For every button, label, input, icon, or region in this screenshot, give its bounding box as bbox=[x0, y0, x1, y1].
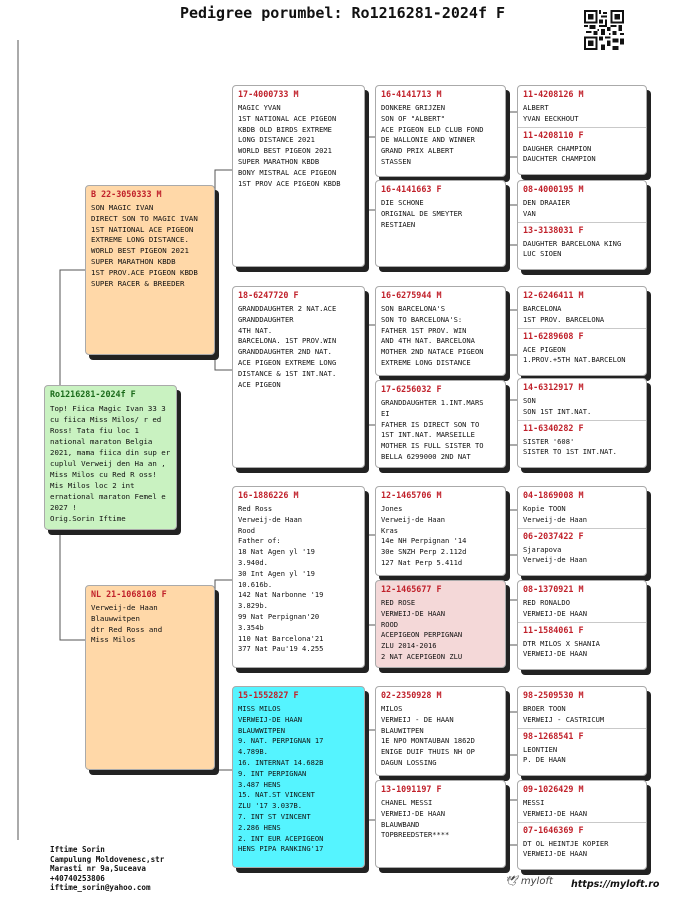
pigeon-notes: DEN DRAAIER VAN bbox=[523, 198, 570, 218]
ring-number: 16-4141663 F bbox=[381, 184, 442, 194]
ring-number: 11-1584061 F bbox=[523, 624, 584, 635]
ring-number: 06-2037422 F bbox=[523, 530, 584, 541]
pigeon-notes: MESSI VERWEIJ-DE HAAN bbox=[523, 798, 588, 818]
ring-number: 98-2509530 M bbox=[523, 690, 584, 700]
g4-card bbox=[375, 486, 506, 576]
pigeon-notes: DIE SCHONE ORIGINAL DE SMEYTER RESTIAEN bbox=[381, 198, 463, 229]
pigeon-notes: GRANDDAUGHTER 1.INT.MARS EI FATHER IS DIRECT SON TO 1ST INT.NAT. MARSEILLE MOTHER IS FULL SISTER TO BELLA 6299000 2ND NAT bbox=[381, 398, 484, 461]
granddam-maternal-card bbox=[232, 686, 365, 868]
breeder-contact bbox=[50, 845, 164, 893]
pigeon-notes: RED RONALDO VERWEIJ-DE HAAN bbox=[523, 598, 588, 618]
pigeon-notes: Jones Verweij-de Haan Kras 14e NH Perpignan '14 30e SNZH Perp 2.112d 127 Nat Perp 5.411d bbox=[381, 504, 467, 567]
g4-card bbox=[375, 286, 506, 376]
ring-number: 02-2350928 M bbox=[381, 690, 442, 700]
g5-pair-card bbox=[517, 780, 647, 870]
ring-number: 98-1268541 F bbox=[523, 730, 584, 741]
ring-number: 13-3138031 F bbox=[523, 224, 584, 235]
g4-card bbox=[375, 580, 506, 668]
ring-number: Ro1216281-2024f F bbox=[50, 389, 136, 399]
g4-card bbox=[375, 780, 506, 868]
pigeon-notes: BROER TOON VERWEIJ - CASTRICUM bbox=[523, 704, 605, 724]
pigeon-icon: 🕊 bbox=[505, 876, 518, 887]
pigeon-notes: Top! Fiica Magic Ivan 33 3 cu fiica Miss Milos/ r ed Ross! Tata fiu loc 1 national maraton Belgia 2021, mama fiica din sup er cuplul Verweij den Ha an , Miss Milos cu Red R oss! Mis Milos loc 2 int ernational maraton Femel e 2027 ! Orig.Sorin Iftime bbox=[50, 404, 171, 523]
ring-number: 12-1465706 M bbox=[381, 490, 442, 500]
pigeon-notes: SISTER '608' SISTER TO 1ST INT.NAT. bbox=[523, 436, 617, 457]
page-title: Pedigree porumbel: Ro1216281-2024f F bbox=[179, 4, 506, 22]
subject-pigeon-card bbox=[44, 385, 177, 530]
pigeon-notes: ALBERT YVAN EECKHOUT bbox=[523, 103, 579, 123]
pigeon-notes: SON SON 1ST INT.NAT. bbox=[523, 396, 592, 416]
breeder-address-line2: Marasti nr 9a,Suceava bbox=[50, 864, 147, 874]
pigeon-notes: MISS MILOS VERWEIJ-DE HAAN BLAUWWITPEN 9. NAT. PERPIGNAN 17 4.789B. 16. INTERNAT 14.682B 9. INT PERPIGNAN 3.487 HENS 15. NAT.ST VINCENT ZLU '17 3.037B. 7. INT ST VINCENT 2.286 HENS 2. INT EUR ACEPIGEON HENS PIPA RANKING'17 bbox=[238, 704, 324, 854]
ring-number: 12-6246411 M bbox=[523, 290, 584, 300]
ring-number: 11-6289608 F bbox=[523, 330, 584, 341]
ring-number: 12-1465677 F bbox=[381, 584, 442, 594]
pigeon-notes: DTR MILOS X SHANIA VERWEIJ-DE HAAN bbox=[523, 638, 600, 659]
pigeon-notes: CHANEL MESSI VERWEIJ-DE HAAN BLAUWBAND TOPBREEDSTER**** bbox=[381, 798, 450, 840]
ring-number: 14-6312917 M bbox=[523, 382, 584, 392]
ring-number: 08-4000195 M bbox=[523, 184, 584, 194]
ring-number: NL 21-1068108 F bbox=[91, 589, 167, 599]
g4-card bbox=[375, 686, 506, 776]
pigeon-notes: MILOS VERWEIJ - DE HAAN BLAUWITPEN 1E NPO MONTAUBAN 1862D ENIGE DUIF THUIS NH OP DAGUN LOSSING bbox=[381, 704, 475, 767]
granddam-paternal-card bbox=[232, 286, 365, 468]
ring-number: 16-1886226 M bbox=[238, 490, 299, 500]
ring-number: 08-1370921 M bbox=[523, 584, 584, 594]
grandsire-paternal-card bbox=[232, 85, 365, 267]
ring-number: 18-6247720 F bbox=[238, 290, 299, 300]
g5-pair-card bbox=[517, 580, 647, 670]
dam-card bbox=[85, 585, 215, 770]
ring-number: 07-1646369 F bbox=[523, 824, 584, 835]
g5-pair-card bbox=[517, 486, 647, 576]
ring-number: B 22-3050333 M bbox=[91, 189, 162, 199]
g4-card bbox=[375, 180, 506, 267]
pigeon-notes: ACE PIGEON 1.PROV.+5TH NAT.BARCELON bbox=[523, 344, 626, 365]
breeder-name: Iftime Sorin bbox=[50, 845, 105, 854]
pigeon-notes: MAGIC YVAN 1ST NATIONAL ACE PIGEON KBDB OLD BIRDS EXTREME LONG DISTANCE 2021 WORLD BEST PIGEON 2021 SUPER MARATHON KBDB BONY MISTRAL ACE PIGEON 1ST PROV ACE PIGEON KBDB bbox=[238, 103, 341, 188]
g4-card bbox=[375, 380, 506, 468]
breeder-address-line1: Campulung Moldovenesc,str bbox=[50, 854, 165, 864]
g5-pair-card bbox=[517, 686, 647, 776]
grandsire-maternal-card bbox=[232, 486, 365, 668]
ring-number: 11-4208110 F bbox=[523, 129, 584, 140]
g5-pair-card bbox=[517, 180, 647, 270]
pigeon-notes: Kopie TOON Verweij-de Haan bbox=[523, 504, 588, 524]
ring-number: 17-4000733 M bbox=[238, 89, 299, 99]
g5-pair-card bbox=[517, 85, 647, 175]
pigeon-notes: LEONTIEN P. DE HAAN bbox=[523, 744, 566, 765]
sire-card bbox=[85, 185, 215, 355]
pigeon-notes: DAUGHTER BARCELONA KING LUC SIOEN bbox=[523, 238, 622, 259]
ring-number: 16-6275944 M bbox=[381, 290, 442, 300]
g5-pair-card bbox=[517, 378, 647, 468]
ring-number: 17-6256032 F bbox=[381, 384, 442, 394]
ring-number: 09-1026429 M bbox=[523, 784, 584, 794]
pigeon-notes: Verweij-de Haan Blauwwitpen dtr Red Ross and Miss Milos bbox=[91, 603, 163, 645]
breeder-email[interactable]: iftime_sorin@yahoo.com bbox=[50, 883, 151, 893]
ring-number: 16-4141713 M bbox=[381, 89, 442, 99]
myloft-logo bbox=[505, 876, 553, 887]
pigeon-notes: Sjarapova Verweij-de Haan bbox=[523, 544, 588, 565]
pigeon-notes: RED ROSE VERWEIJ-DE HAAN ROOD ACEPIGEON PERPIGNAN ZLU 2014-2016 2 NAT ACEPIGEON ZLU bbox=[381, 598, 463, 661]
ring-number: 11-4208126 M bbox=[523, 89, 584, 99]
pigeon-notes: DT OL HEINTJE KOPIER VERWEIJ-DE HAAN bbox=[523, 838, 609, 859]
pigeon-notes: Red Ross Verweij-de Haan Rood Father of: 18 Nat Agen yl '19 3.940d. 30 Int Agen yl '19 10.616b. 142 Nat Narbonne '19 3.829b. 99 Nat Perpignan'20 3.354b 110 Nat Barcelona'21 377 Nat Pau'19 4.255 bbox=[238, 504, 324, 654]
ring-number: 13-1091197 F bbox=[381, 784, 442, 794]
pigeon-notes: SON MAGIC IVAN DIRECT SON TO MAGIC IVAN 1ST NATIONAL ACE PIGEON EXTREME LONG DISTANCE. WORLD BEST PIGEON 2021 SUPER MARATHON KBDB 1ST PROV.ACE PIGEON KBDB SUPER RACER & BREEDER bbox=[91, 203, 198, 288]
pigeon-notes: DONKERE GRIJZEN SON OF "ALBERT" ACE PIGEON ELD CLUB FOND DE WALLONIE AND WINNER GRAND PRIX ALBERT STASSEN bbox=[381, 103, 484, 166]
ring-number: 11-6340282 F bbox=[523, 422, 584, 433]
pigeon-notes: GRANDDAUGHTER 2 NAT.ACE GRANDDAUGHTER 4TH NAT. BARCELONA. 1ST PROV.WIN GRANDDAUGHTER 2ND NAT. ACE PIGEON EXTREME LONG DISTANCE & 1ST INT.NAT. ACE PIGEON bbox=[238, 304, 337, 389]
pigeon-notes: BARCELONA 1ST PROV. BARCELONA bbox=[523, 304, 605, 324]
logo-text: myloft bbox=[520, 876, 553, 887]
breeder-phone: +40740253806 bbox=[50, 873, 105, 883]
pigeon-notes: SON BARCELONA'S SON TO BARCELONA'S: FATHER 1ST PROV. WIN AND 4TH NAT. BARCELONA MOTHER 2ND NATACE PIGEON EXTREME LONG DISTANCE bbox=[381, 304, 484, 367]
ring-number: 04-1869008 M bbox=[523, 490, 584, 500]
g5-pair-card bbox=[517, 286, 647, 376]
ring-number: 15-1552827 F bbox=[238, 690, 299, 700]
site-link[interactable]: https://myloft.ro bbox=[571, 879, 660, 890]
pigeon-notes: DAUGHER CHAMPION DAUCHTER CHAMPION bbox=[523, 143, 596, 164]
g4-card bbox=[375, 85, 506, 177]
